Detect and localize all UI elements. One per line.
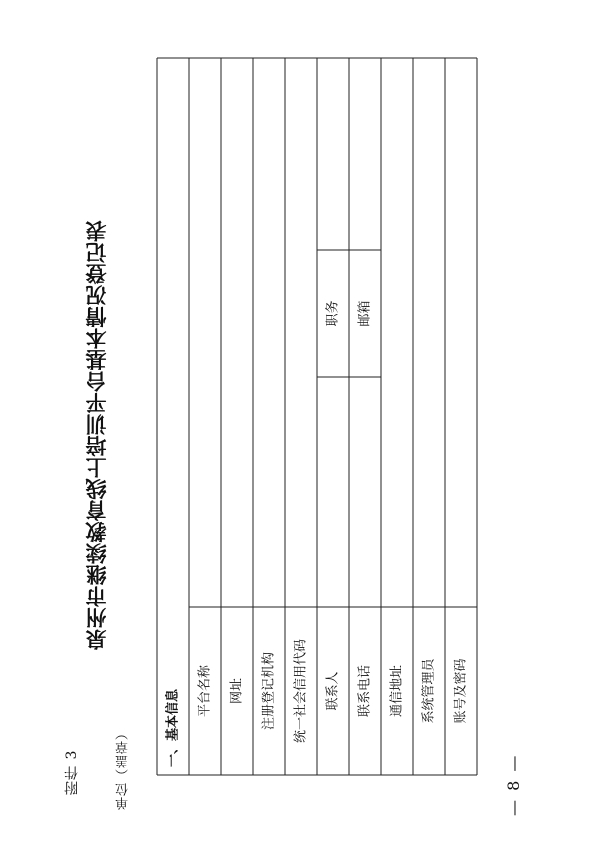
attachment-label: 附件 3 [64,749,80,795]
row-label: 平台名称 [197,664,213,718]
page-title: 泉州市继续教育线上培训平台基本情况登记表 [84,220,109,650]
row-label: 系统管理员 [421,658,437,724]
row-sub-label: 邮箱 [357,300,373,327]
row-label: 注册登记机构 [261,651,277,731]
section-header: 一、基本信息 [165,688,181,768]
row-label: 网址 [229,677,245,705]
row-label: 联系人 [325,671,341,711]
unit-stamp-label: 单位（盖章） [116,726,131,810]
row-label: 联系电话 [357,664,373,718]
row-label: 通信地址 [389,664,405,718]
page-number: — 8 — [504,753,523,816]
row-label: 统一社会信用代码 [293,638,309,744]
row-sub-label: 职务 [325,300,341,327]
row-label: 账号及密码 [453,658,469,724]
